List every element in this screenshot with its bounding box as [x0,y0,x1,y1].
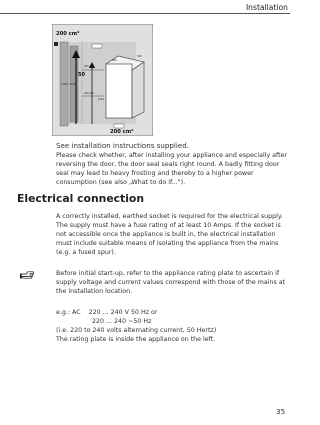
figure-label-1: 200 min. [84,65,95,68]
voltage-explanation: (i.e. 220 to 240 volts alternating current, 50 Hertz) [56,327,217,334]
rating-plate-paragraph: Before initial start-up, refer to the appliance rating plate to ascertain if supply voltage and current values correspond with those of the mains at the installation location. [56,270,286,295]
page-number: 35 [276,407,286,416]
hand-pointing-icon [20,271,34,280]
voltage-example-row-2: 220 ... 240 ~50 Hz [56,318,152,325]
voltage-example [56,308,157,326]
figure-label-3: 160 min. [84,92,95,95]
figure-label-6: 540 [137,55,142,58]
section-heading: Electrical connection [17,192,145,205]
figure-label-4: 560 [112,59,117,62]
voltage-example-row-1: e.g.: AC 220 ... 240 V 50 Hz or [56,309,158,316]
header-rule [0,13,290,14]
socket-paragraph: A correctly installed, earthed socket is required for the electrical supply. The supply must have a fuse rating of at least 10 Amps. If the socket is not accessible once the appliance is built in, the electrical installation must include suitable means of isolating the appliance from the mains (e.g. a fused spur). [56,213,283,256]
figure-label-2: 1165 / 1180? [61,83,77,86]
rating-plate-location: The rating plate is inside the appliance on the left. [56,336,216,343]
figure-label-5: 1214 [98,98,105,101]
figure-dim-50: 50 [78,72,85,78]
figure-bottom-label: 200 cm² [110,129,134,135]
section-title: Installation [245,3,288,12]
figure-caption: See installation instructions supplied. [56,141,189,150]
figure-top-label: 200 cm² [56,31,80,37]
door-seal-paragraph: Please check whether, after installing your appliance and especially after reversing the door, the door seal seals right round. A badly fitting door seal may lead to heavy frosting and thereby to a higher power consumption (see also „What to do if..."). [56,152,288,186]
installation-figure [52,24,153,136]
